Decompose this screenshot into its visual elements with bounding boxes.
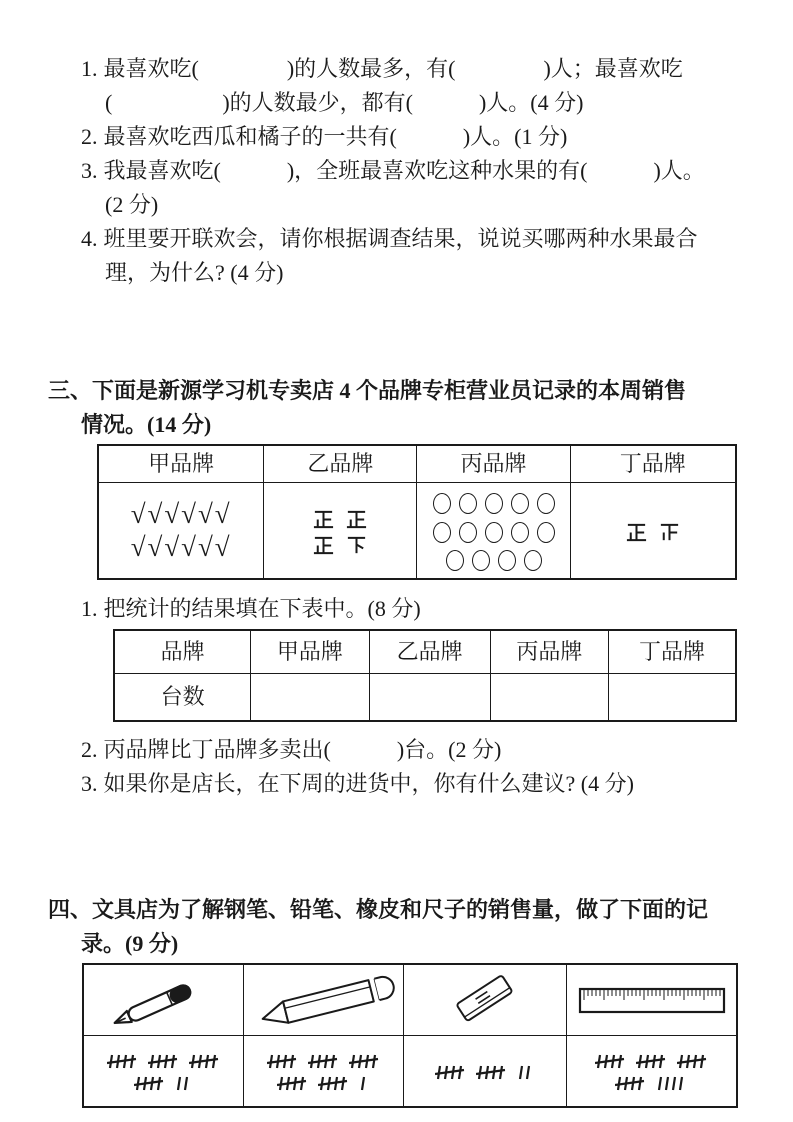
circle-mark	[446, 550, 464, 571]
jia-checkmarks-cell	[98, 483, 264, 580]
ruler-cell	[567, 964, 737, 1036]
result-blank-bing	[490, 674, 608, 722]
circle-mark	[433, 493, 451, 514]
zheng-tally-3	[345, 534, 368, 557]
ding-tally-cell	[570, 483, 736, 580]
circle-row	[417, 516, 569, 544]
question-number: 3.	[81, 771, 98, 796]
circle-mark	[537, 522, 555, 543]
tally-group-5	[134, 1074, 165, 1093]
tally-group-5	[318, 1074, 349, 1093]
pencil-cell	[243, 964, 403, 1036]
pencil-tally-cell	[243, 1036, 403, 1108]
record-header-bing: 丙品牌	[417, 445, 570, 483]
question-3	[81, 154, 737, 222]
pen-tally-cell	[83, 1036, 243, 1108]
tally-row	[567, 1049, 736, 1071]
circle-mark	[537, 493, 555, 514]
question-2	[81, 120, 737, 154]
tally-group-5	[476, 1063, 507, 1082]
question-text: 如果你是店长，在下周的进货中，你有什么建议? (4 分)	[103, 771, 634, 796]
tally-group-5	[595, 1052, 626, 1071]
tally-row	[404, 1060, 567, 1082]
question-number: 2.	[81, 737, 98, 762]
result-fill-table	[113, 629, 737, 722]
brand-record-table	[97, 444, 737, 580]
eraser-cell	[403, 964, 567, 1036]
tally-group-5	[267, 1052, 298, 1071]
tally-group-5	[677, 1052, 708, 1071]
record-header-jia: 甲品牌	[98, 445, 264, 483]
section-title-continued: 录。(9 分)	[81, 931, 179, 956]
question-text: 最喜欢吃西瓜和橘子的一共有( )人。(1 分)	[103, 124, 568, 149]
pen-icon	[88, 971, 238, 1029]
circle-row	[417, 488, 569, 516]
section-label: 三、	[48, 378, 93, 403]
result-row-label: 台数	[114, 674, 251, 722]
circle-mark	[524, 550, 542, 571]
result-header-brand: 品牌	[114, 630, 251, 674]
tally-row	[84, 1049, 243, 1071]
section-title: 下面是新源学习机专卖店 4 个品牌专柜营业员记录的本周销售	[92, 378, 687, 403]
zheng-tally-5	[345, 508, 368, 531]
tally-group-5	[435, 1063, 466, 1082]
question-text: 丙品牌比丁品牌多卖出( )台。(2 分)	[103, 737, 502, 762]
circle-mark	[433, 522, 451, 543]
section-title: 文具店为了解钢笔、铅笔、橡皮和尺子的销售量，做了下面的记	[92, 897, 709, 922]
circle-row	[417, 545, 569, 573]
question-text: ( )的人数最少，都有( )人。(4 分)	[105, 90, 584, 115]
result-header-jia: 甲品牌	[251, 630, 369, 674]
tally-group-5	[349, 1052, 380, 1071]
tally-group-5	[615, 1074, 646, 1093]
result-blank-ding	[608, 674, 736, 722]
circle-mark	[511, 522, 529, 543]
tally-group-5	[636, 1052, 667, 1071]
tally-group-2	[517, 1063, 535, 1082]
section-title-continued: 情况。(14 分)	[81, 412, 212, 437]
zheng-tally-row	[264, 504, 416, 530]
tally-row	[567, 1071, 736, 1093]
circle-mark	[498, 550, 516, 571]
section-three-heading	[48, 374, 737, 442]
question-text: 理，为什么? (4 分)	[105, 260, 284, 285]
eraser-tally-cell	[403, 1036, 567, 1108]
tally-row	[244, 1049, 403, 1071]
result-header-yi: 乙品牌	[369, 630, 490, 674]
section-three-q2	[81, 733, 737, 767]
result-blank-jia	[251, 674, 369, 722]
section-label: 四、	[48, 897, 93, 922]
tally-group-5	[107, 1052, 138, 1071]
zheng-tally-5	[312, 534, 335, 557]
question-text: 最喜欢吃( )的人数最多，有( )人；最喜欢吃	[103, 56, 683, 81]
result-blank-yi	[369, 674, 490, 722]
question-text: (2 分)	[105, 192, 159, 217]
zheng-tally-row	[264, 531, 416, 557]
stationery-tally-table	[82, 963, 738, 1108]
section-four-heading	[48, 893, 737, 961]
record-header-yi: 乙品牌	[264, 445, 417, 483]
ruler-icon	[572, 971, 732, 1029]
section-three-q3	[81, 767, 737, 801]
tally-group-5	[308, 1052, 339, 1071]
circle-mark	[511, 493, 529, 514]
tally-row	[84, 1071, 243, 1093]
question-1	[81, 52, 737, 120]
ruler-tally-cell	[567, 1036, 737, 1108]
question-number: 2.	[81, 124, 98, 149]
tally-group-4	[656, 1074, 688, 1093]
zheng-tally-5	[312, 508, 335, 531]
zheng-tally-row	[571, 517, 735, 543]
circle-mark	[485, 493, 503, 514]
checkmark-row: √√√√√√	[130, 531, 232, 562]
question-number: 1.	[81, 596, 98, 621]
question-number: 3.	[81, 158, 98, 183]
result-header-bing: 丙品牌	[490, 630, 608, 674]
question-text: 把统计的结果填在下表中。(8 分)	[103, 596, 421, 621]
question-number: 4.	[81, 226, 98, 251]
pencil-icon	[244, 971, 404, 1029]
zheng-tally-4	[658, 521, 681, 544]
tally-row	[244, 1071, 403, 1093]
tally-group-2	[175, 1074, 193, 1093]
zheng-tally-5	[625, 521, 648, 544]
eraser-icon	[425, 971, 545, 1029]
circle-mark	[485, 522, 503, 543]
checkmark-row: √√√√√√	[130, 498, 232, 529]
fruit-questions	[81, 52, 737, 290]
tally-group-5	[189, 1052, 220, 1071]
result-header-ding: 丁品牌	[608, 630, 736, 674]
tally-group-1	[359, 1074, 370, 1093]
question-number: 1.	[81, 56, 98, 81]
tally-group-5	[148, 1052, 179, 1071]
yi-tally-cell	[264, 483, 417, 580]
question-text: 班里要开联欢会，请你根据调查结果，说说买哪两种水果最合	[103, 226, 698, 251]
bing-circles-cell	[417, 483, 570, 580]
pen-cell	[83, 964, 243, 1036]
circle-mark	[459, 522, 477, 543]
question-text: 我最喜欢吃( )，全班最喜欢吃这种水果的有( )人。	[103, 158, 705, 183]
circle-mark	[459, 493, 477, 514]
section-three-q1	[81, 592, 737, 626]
tally-group-5	[277, 1074, 308, 1093]
question-4	[81, 222, 737, 290]
record-header-ding: 丁品牌	[570, 445, 736, 483]
circle-mark	[472, 550, 490, 571]
